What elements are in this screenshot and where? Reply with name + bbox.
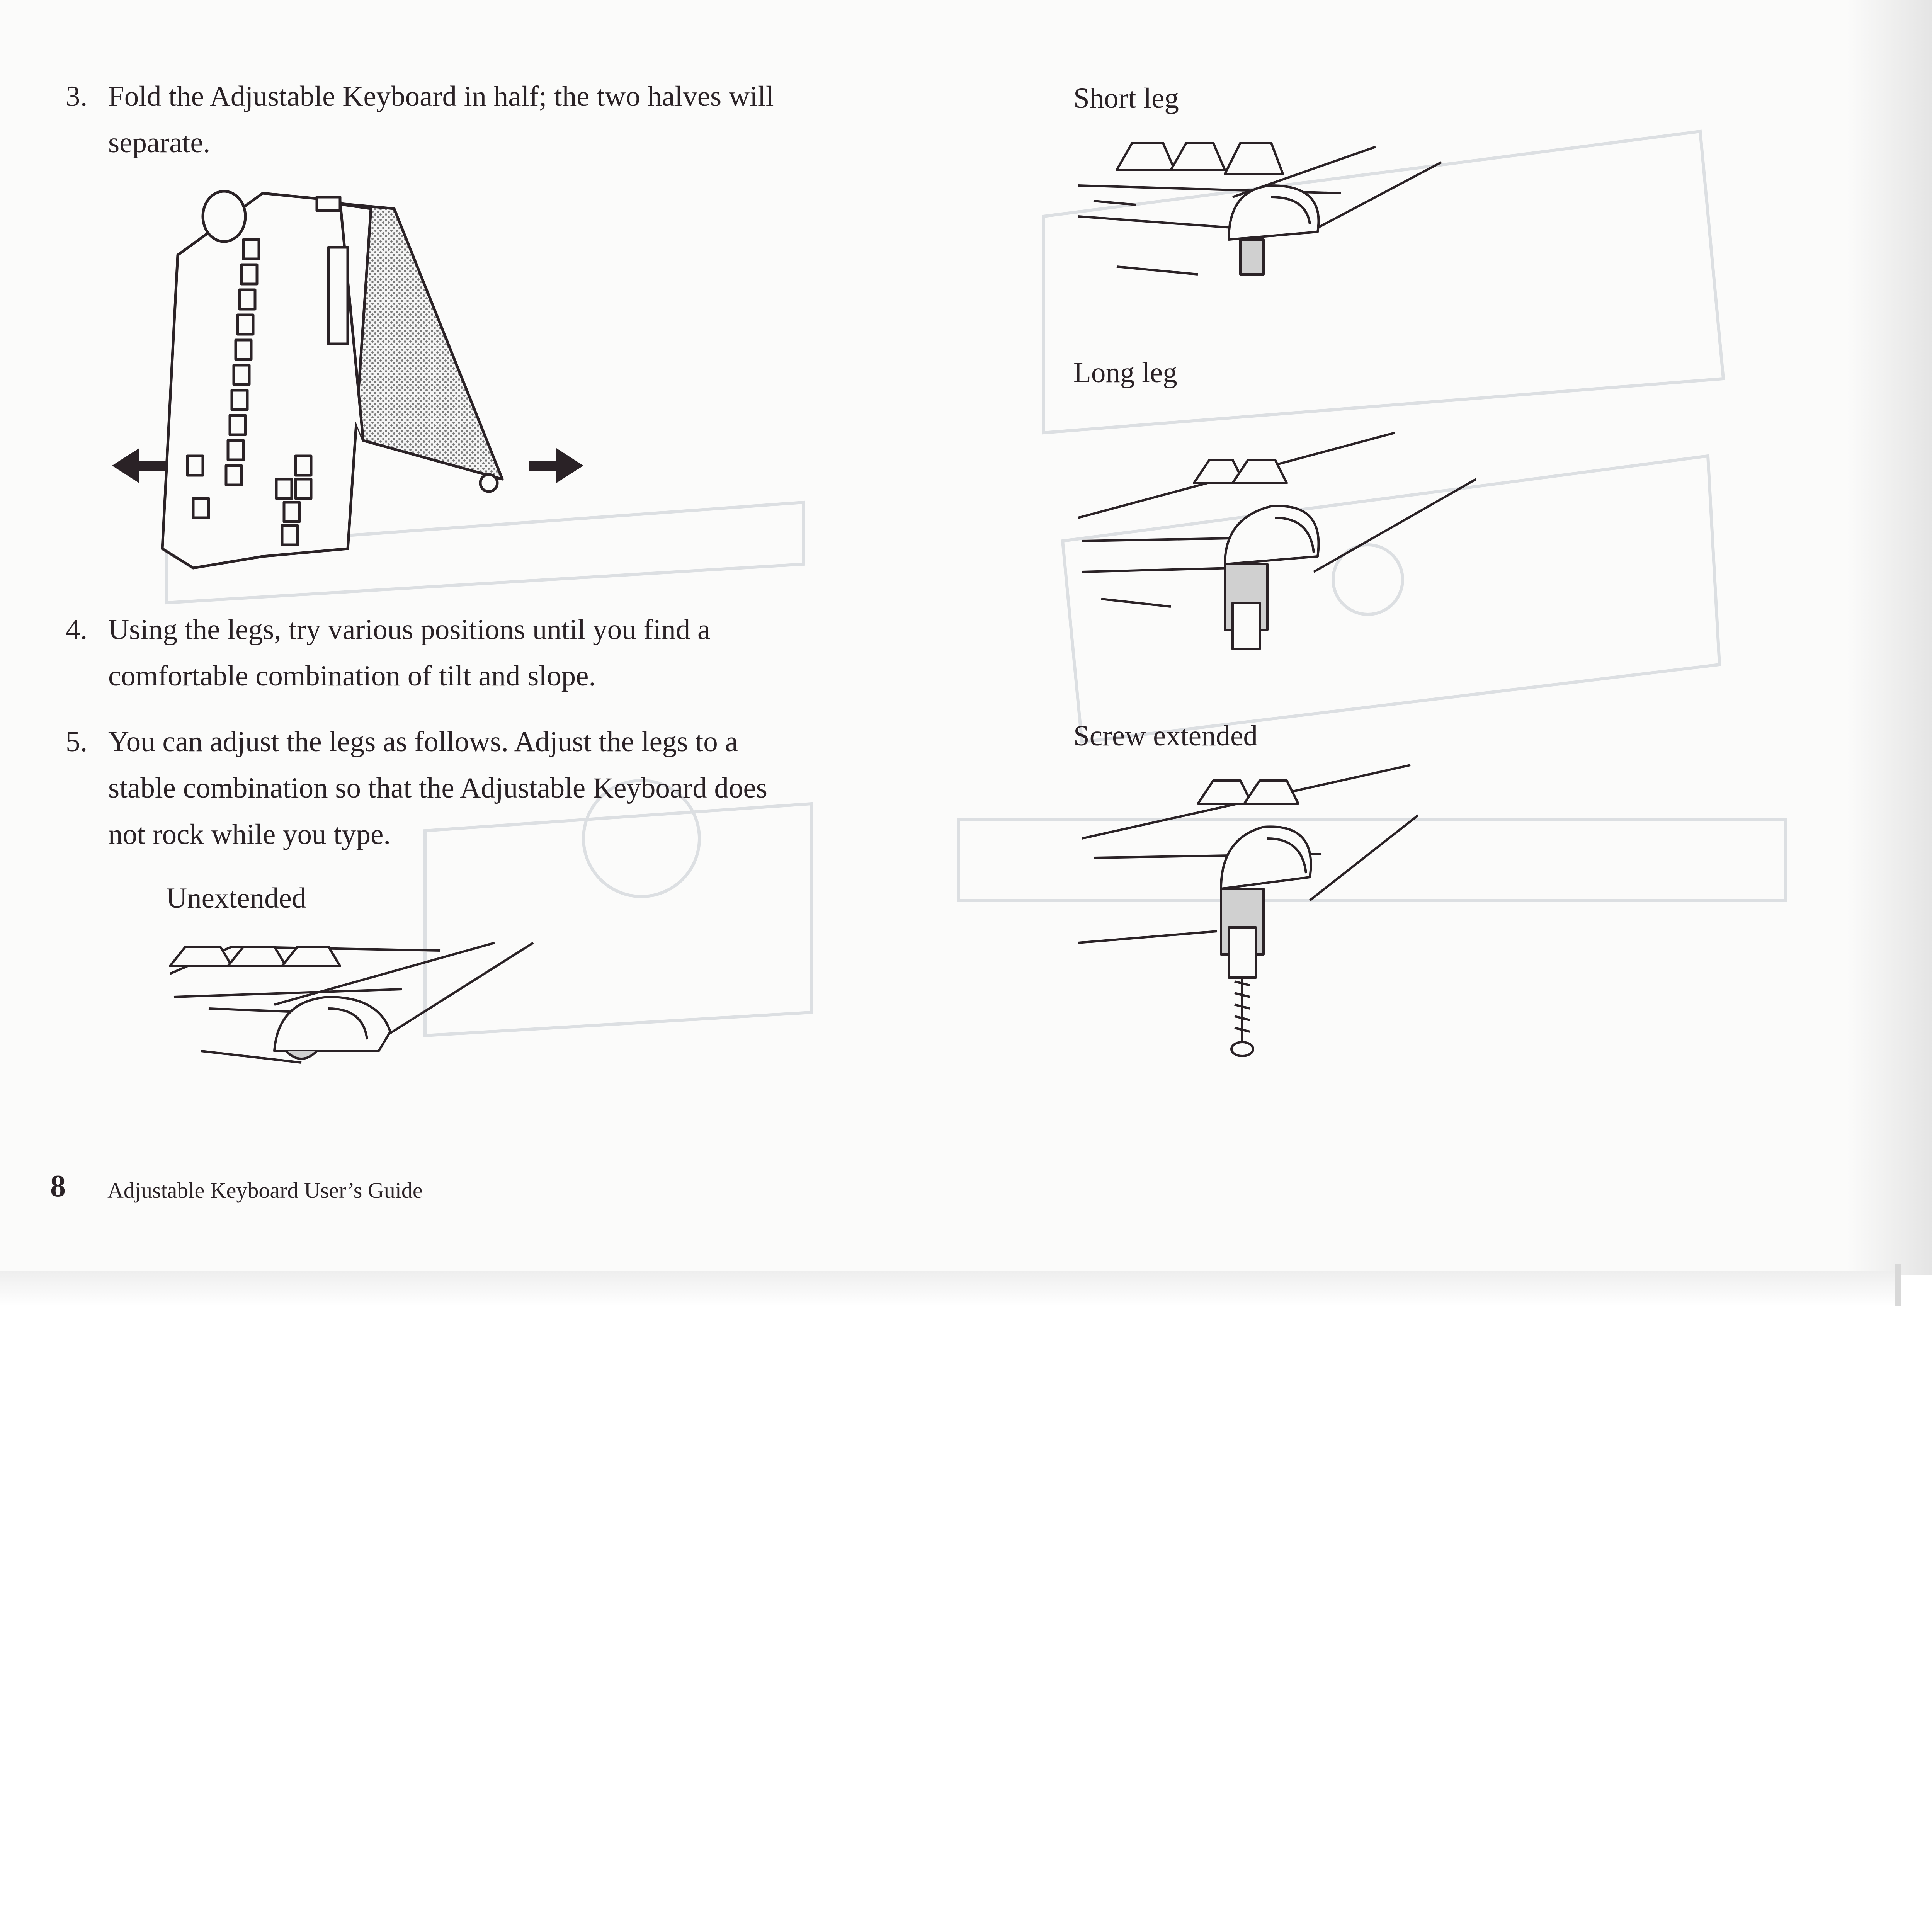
step-text <box>108 719 767 858</box>
page-number: 8 <box>50 1169 66 1203</box>
step-line: Using the legs, try various positions until you find a <box>108 614 711 646</box>
step-number: 3. <box>66 80 88 112</box>
step-line: not rock while you type. <box>108 818 391 850</box>
caption-long-leg: Long leg <box>1073 357 1177 389</box>
long-leg-illustration <box>1070 402 1495 680</box>
step-text <box>108 73 774 166</box>
step-line: Fold the Adjustable Keyboard in half; the two halves will <box>108 80 774 112</box>
step-number: 5. <box>66 726 88 758</box>
page-bottom-shadow <box>0 1271 1901 1306</box>
step-line: separate. <box>108 127 211 159</box>
step-line: stable combination so that the Adjustable Keyboard does <box>108 772 767 804</box>
step-line: comfortable combination of tilt and slope. <box>108 660 596 692</box>
screw-extended-illustration <box>1070 761 1457 1078</box>
running-title: Adjustable Keyboard User’s Guide <box>107 1178 423 1203</box>
caption-short-leg: Short leg <box>1073 82 1179 114</box>
unextended-leg-illustration <box>162 935 549 1105</box>
caption-screw-extended: Screw extended <box>1073 720 1258 752</box>
caption-unextended: Unextended <box>166 882 306 914</box>
step-line: You can adjust the legs as follows. Adjust the legs to a <box>108 726 738 758</box>
short-leg-illustration <box>1070 128 1457 328</box>
fold-keyboard-illustration <box>100 178 603 583</box>
step-number: 4. <box>66 614 88 646</box>
step-text <box>108 607 710 699</box>
